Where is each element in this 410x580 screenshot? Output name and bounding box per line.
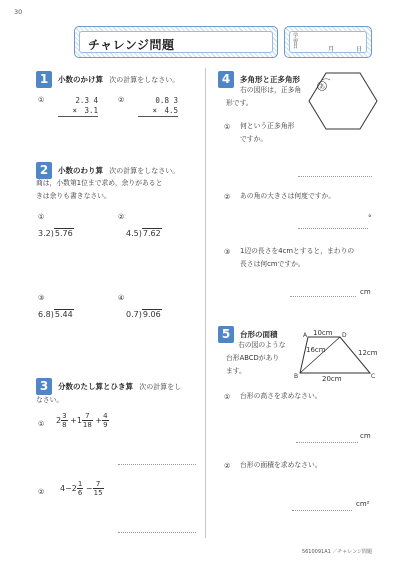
q4-sub1-line2: ですか。 bbox=[240, 135, 268, 143]
q1-item2-bottom: × 4.5 bbox=[138, 106, 178, 117]
q1-item1-top: 2.3 4 bbox=[75, 96, 98, 105]
day-label: 日 bbox=[356, 46, 363, 53]
length-cd: 12cm bbox=[358, 349, 378, 357]
q4-sub2-text: あの角の大きさは何度ですか。 bbox=[240, 192, 336, 200]
q5-heading: 台形の面積 bbox=[240, 330, 278, 339]
hexagon-figure bbox=[306, 70, 380, 132]
q5-desc-line1: 右の図のような bbox=[238, 341, 286, 349]
q3-item1-d2: 18 bbox=[82, 421, 92, 429]
q2-note-line2: きは余りも書きなさい。 bbox=[36, 192, 111, 200]
q4-sub3-line2: 長さは何cmですか。 bbox=[240, 260, 305, 268]
q5-badge: 5 bbox=[218, 326, 234, 343]
q4-sub3-line1: 1辺の長さを4cmとすると，まわりの bbox=[240, 247, 355, 255]
q1-item2-calc bbox=[138, 96, 178, 117]
q3-item2-d1: 6 bbox=[77, 489, 83, 497]
length-bc: 20cm bbox=[322, 375, 342, 382]
q2-item4-dividend: 9.06 bbox=[142, 310, 161, 319]
q4-sub1-line1: 何という正多角形 bbox=[240, 122, 295, 130]
q3-item2-minus: − bbox=[85, 484, 93, 493]
q5-sub1-answer-line bbox=[296, 442, 358, 443]
q3-item2-mark: ② bbox=[38, 488, 45, 496]
q3-item2-n2: 7 bbox=[93, 480, 104, 489]
q3-item1-answer-line bbox=[118, 464, 196, 465]
q2-item2-dividend: 7.62 bbox=[142, 229, 161, 238]
q3-badge: 3 bbox=[36, 378, 52, 395]
q5-sub2-mark: ② bbox=[224, 462, 231, 470]
q3-item1-n2: 7 bbox=[82, 412, 93, 421]
footer-code: 5610091A1 ／チャレンジ問題 bbox=[301, 549, 372, 555]
vertex-d: D bbox=[342, 332, 347, 339]
q3-item1-frac1 bbox=[61, 412, 67, 429]
q4-sub1-mark: ① bbox=[224, 123, 231, 131]
q5-sub2-text: 台形の面積を求めなさい。 bbox=[240, 461, 322, 469]
q3-item2-frac1 bbox=[77, 480, 83, 497]
q2-item4-mark: ④ bbox=[118, 294, 125, 302]
q5-desc-line2: 台形ABCDがあり bbox=[226, 354, 280, 362]
q2-item2-divisor: 4.5 bbox=[126, 229, 139, 238]
q2-note-line1: 商は，小数第1位まで求め，余りがあると bbox=[36, 179, 163, 187]
q5-sub2-answer-line bbox=[292, 510, 352, 511]
page-title: チャレンジ問題 bbox=[88, 38, 175, 52]
q3-item1-n1: 3 bbox=[62, 412, 67, 420]
q4-sub3-mark: ③ bbox=[224, 248, 231, 256]
q2-badge: 2 bbox=[36, 162, 52, 179]
q1-heading: 小数のかけ算 bbox=[58, 75, 103, 84]
q3-item2-expression bbox=[60, 480, 104, 497]
q2-item3-dividend: 5.44 bbox=[54, 310, 73, 319]
q1-item1-mark: ① bbox=[38, 96, 45, 104]
q2-instruction: 次の計算をしなさい。 bbox=[109, 167, 180, 175]
q4-sub2-answer-line bbox=[298, 228, 368, 229]
q4-badge: 4 bbox=[218, 71, 234, 88]
q1-badge: 1 bbox=[36, 71, 52, 88]
q3-item1-whole: 2 bbox=[56, 416, 62, 425]
q4-sub2-unit: ° bbox=[368, 214, 372, 222]
q2-item1-dividend: 5.76 bbox=[54, 229, 73, 238]
month-label: 月 bbox=[328, 46, 335, 53]
q4-sub2-mark: ② bbox=[224, 193, 231, 201]
q4-heading: 多角形と正多角形 bbox=[240, 75, 300, 84]
q1-item2-mark: ② bbox=[118, 96, 125, 104]
q5-sub1-mark: ① bbox=[224, 393, 231, 401]
q3-item1-plus1: +1 bbox=[70, 416, 82, 425]
q3-item1-frac3 bbox=[102, 412, 108, 429]
q2-item1-mark: ① bbox=[38, 213, 45, 221]
q5-desc-line3: ます。 bbox=[226, 367, 246, 375]
q1-item1-calc bbox=[58, 96, 98, 117]
length-ad: 10cm bbox=[313, 329, 333, 337]
q3-item1-plus2: + bbox=[95, 416, 103, 425]
q2-item1-divisor: 3.2 bbox=[38, 229, 51, 238]
q3-item2-lead: 4−2 bbox=[60, 484, 77, 493]
q3-item2-frac2 bbox=[93, 480, 104, 497]
title-box bbox=[74, 26, 278, 58]
column-divider bbox=[205, 68, 206, 538]
q2-item2-division: 4.5)7.62 bbox=[126, 229, 161, 238]
q3-heading: 分数のたし算とひき算 bbox=[58, 382, 133, 391]
q2-item4-division: 0.7)9.06 bbox=[126, 310, 161, 319]
q5-sub1-unit: cm bbox=[360, 432, 371, 440]
q3-item2-n1: 1 bbox=[77, 480, 83, 488]
trapezoid-figure bbox=[292, 328, 378, 382]
q3-item1-mark: ① bbox=[38, 420, 45, 428]
date-label: 学習日 bbox=[293, 33, 299, 51]
q1-item1-bottom: × 3.1 bbox=[58, 106, 98, 117]
length-bd: 16cm bbox=[306, 346, 326, 354]
vertex-a: A bbox=[303, 332, 308, 339]
q2-item4-divisor: 0.7 bbox=[126, 310, 139, 319]
q3-instruction: 次の計算をし bbox=[139, 383, 182, 391]
q2-item3-mark: ③ bbox=[38, 294, 45, 302]
q3-item2-answer-line bbox=[118, 532, 196, 533]
q3-item2-d2: 15 bbox=[93, 489, 103, 497]
q3-item1-d1: 8 bbox=[62, 421, 67, 429]
vertex-b: B bbox=[294, 373, 299, 380]
q3-instruction-line2: なさい。 bbox=[36, 396, 64, 404]
q1-instruction: 次の計算をしなさい。 bbox=[109, 76, 180, 84]
q1-item2-top: 0.8 3 bbox=[155, 96, 178, 105]
q2-item3-divisor: 6.8 bbox=[38, 310, 51, 319]
q3-item1-n3: 4 bbox=[103, 412, 108, 420]
q4-sub3-answer-line bbox=[290, 296, 356, 297]
q2-item3-division: 6.8)5.44 bbox=[38, 310, 73, 319]
q4-desc-line2: 形です。 bbox=[226, 99, 253, 107]
q5-sub2-unit: cm² bbox=[356, 500, 370, 508]
q5-sub1-text: 台形の高さを求めなさい。 bbox=[240, 392, 322, 400]
q2-item2-mark: ② bbox=[118, 213, 125, 221]
q3-item1-d3: 9 bbox=[103, 421, 108, 429]
q4-sub1-answer-line bbox=[298, 176, 372, 177]
page-number: 30 bbox=[14, 8, 23, 16]
q3-item1-expression bbox=[56, 412, 109, 429]
q2-heading: 小数のわり算 bbox=[58, 166, 103, 175]
vertex-c: C bbox=[371, 373, 376, 380]
angle-label: あ bbox=[318, 83, 326, 91]
q3-item1-frac2 bbox=[82, 412, 93, 429]
q4-sub3-unit: cm bbox=[360, 288, 371, 296]
q2-item1-division: 3.2)5.76 bbox=[38, 229, 73, 238]
q4-desc-line1: 右の図形は，正多角 bbox=[240, 86, 302, 94]
date-box bbox=[284, 26, 372, 58]
